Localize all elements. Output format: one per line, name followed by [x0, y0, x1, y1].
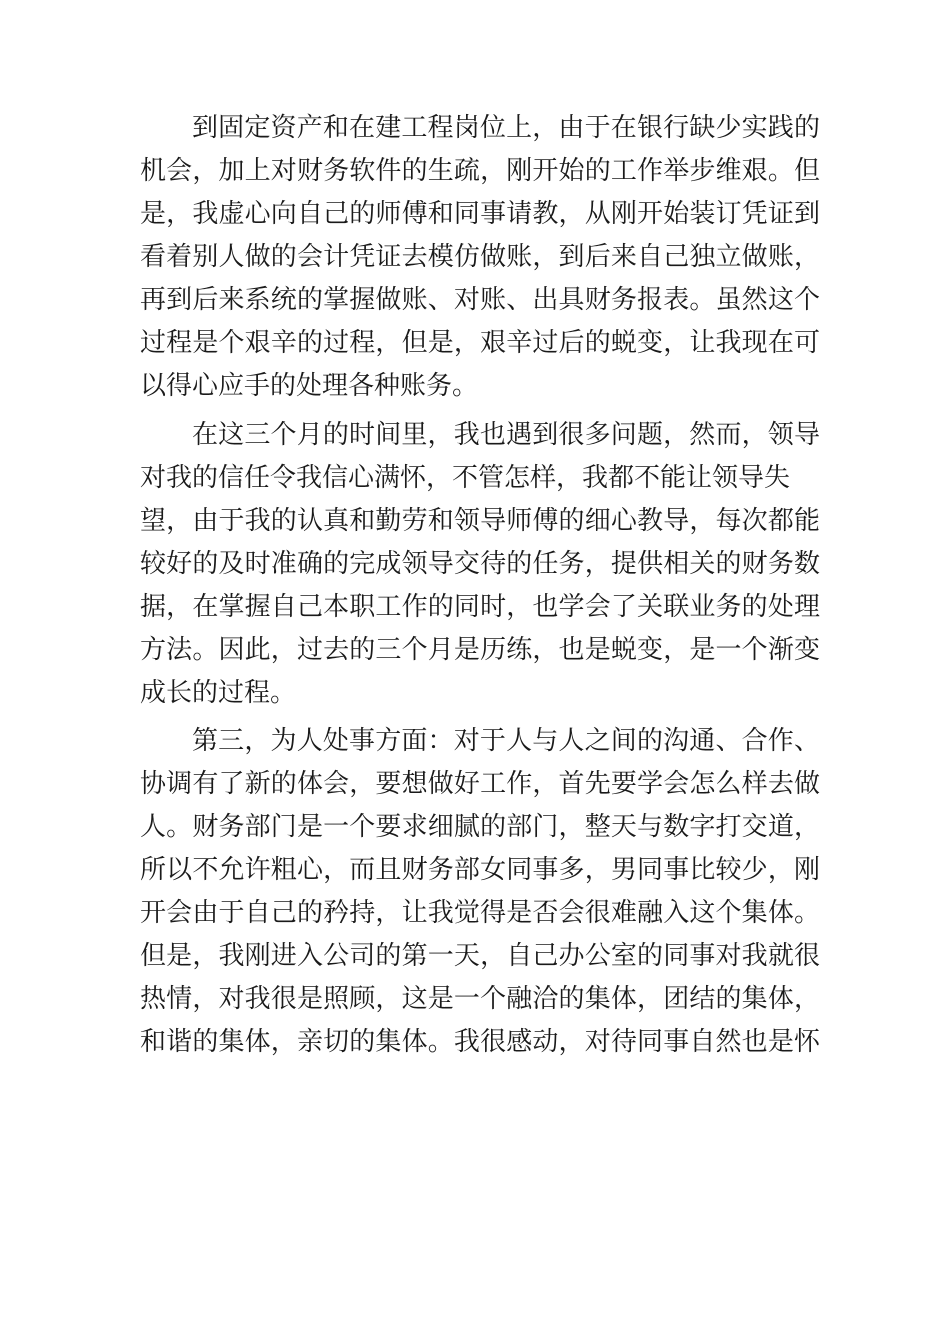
paragraph-2-line-5: 据，在掌握自己本职工作的同时，也学会了关联业务的处理 [140, 592, 820, 622]
paragraph-2-line-7: 成长的过程。 [140, 678, 297, 708]
paragraph-1-line-2: 机会，加上对财务软件的生疏，刚开始的工作举步维艰。但 [140, 156, 820, 186]
paragraph-3-line-2: 协调有了新的体会，要想做好工作，首先要学会怎么样去做 [140, 769, 820, 799]
paragraph-1-line-6: 过程是个艰辛的过程，但是，艰辛过后的蜕变，让我现在可 [140, 328, 820, 358]
paragraph-1-line-4: 看着别人做的会计凭证去模仿做账，到后来自己独立做账， [140, 242, 820, 272]
paragraph-2-line-6: 方法。因此，过去的三个月是历练，也是蜕变，是一个渐变 [140, 635, 820, 665]
paragraph-1-line-7: 以得心应手的处理各种账务。 [140, 371, 479, 401]
paragraph-1-line-3: 是，我虚心向自己的师傅和同事请教，从刚开始装订凭证到 [140, 199, 820, 229]
paragraph-3-line-4: 所以不允许粗心，而且财务部女同事多，男同事比较少，刚 [140, 855, 820, 885]
paragraph-2-line-4: 较好的及时准确的完成领导交待的任务，提供相关的财务数 [140, 549, 820, 579]
paragraph-2-line-2: 对我的信任令我信心满怀，不管怎样，我都不能让领导失 [140, 463, 791, 493]
paragraph-1-line-1: 到固定资产和在建工程岗位上，由于在银行缺少实践的 [192, 113, 820, 143]
paragraph-3-line-5: 开会由于自己的矜持，让我觉得是否会很难融入这个集体。 [140, 898, 820, 928]
paragraph-3-line-7: 热情，对我很是照顾，这是一个融洽的集体，团结的集体， [140, 984, 820, 1014]
paragraph-2-line-1: 在这三个月的时间里，我也遇到很多问题，然而，领导 [192, 420, 820, 450]
paragraph-3-line-6: 但是，我刚进入公司的第一天，自己办公室的同事对我就很 [140, 941, 820, 971]
paragraph-2-line-3: 望，由于我的认真和勤劳和领导师傅的细心教导，每次都能 [140, 506, 820, 536]
paragraph-1-line-5: 再到后来系统的掌握做账、对账、出具财务报表。虽然这个 [140, 285, 820, 315]
paragraph-3-line-8: 和谐的集体，亲切的集体。我很感动，对待同事自然也是怀 [140, 1027, 820, 1057]
paragraph-3-line-1: 第三，为人处事方面：对于人与人之间的沟通、合作、 [192, 726, 820, 756]
paragraph-3-line-3: 人。财务部门是一个要求细腻的部门，整天与数字打交道， [140, 812, 820, 842]
